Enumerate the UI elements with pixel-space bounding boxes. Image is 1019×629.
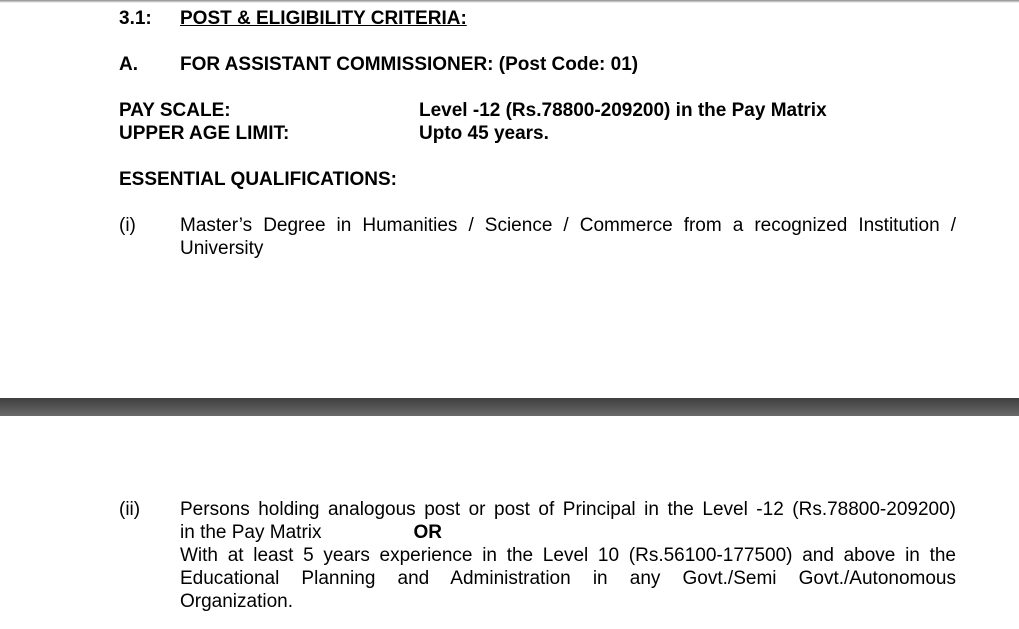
age-limit-label: UPPER AGE LIMIT: [119, 123, 290, 144]
page-gap [0, 398, 1019, 416]
qualification-line: With at least 5 years experience in the Level 10 (Rs.56100-177500) and above in the [180, 545, 956, 566]
document-page-2 [0, 416, 1019, 629]
pay-scale-value: Level -12 (Rs.78800-209200) in the Pay Matrix [419, 100, 827, 121]
age-limit-value: Upto 45 years. [419, 123, 549, 144]
qualification-text [180, 498, 956, 613]
qualification-line [180, 521, 956, 544]
qualification-number: (ii) [119, 499, 141, 520]
or-separator: OR [413, 522, 442, 543]
qualifications-heading: ESSENTIAL QUALIFICATIONS: [119, 169, 397, 190]
pay-scale-label: PAY SCALE: [119, 100, 231, 121]
qualification-line: University [180, 238, 264, 259]
qualification-line: Educational Planning and Administration in any Govt./Semi Govt./Autonomous [180, 568, 956, 589]
qualification-text [180, 214, 956, 260]
qualification-line: Master’s Degree in Humanities / Science / Commerce from a recognized Institution / [180, 215, 956, 236]
section-title: POST & ELIGIBILITY CRITERIA: [180, 8, 467, 29]
post-letter: A. [119, 54, 138, 75]
qualification-line-text: in the Pay Matrix [180, 522, 322, 543]
post-title: FOR ASSISTANT COMMISSIONER: (Post Code: 01) [180, 54, 639, 75]
qualification-number: (i) [119, 215, 136, 236]
qualification-line: Persons holding analogous post or post of Principal in the Level -12 (Rs.78800-209200) [180, 499, 956, 520]
page-top-edge [0, 0, 1019, 3]
section-number: 3.1: [119, 8, 152, 29]
qualification-line: Organization. [180, 591, 294, 612]
